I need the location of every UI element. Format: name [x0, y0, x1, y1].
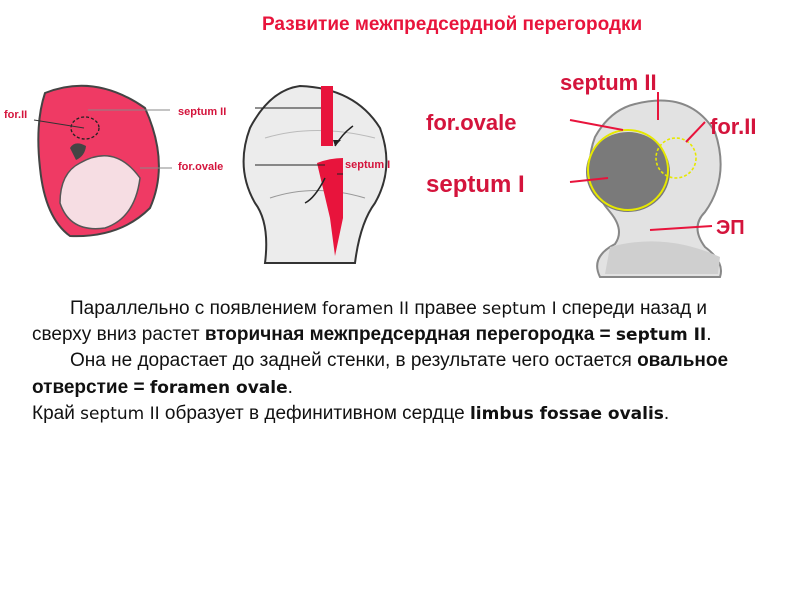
paragraph-1: Параллельно с появлением foramen II правее septum I спереди назад и сверху вниз растет вторичная межпредсердная перегородка = septum II.: [32, 298, 712, 346]
figure-middle-septum-drawing: [175, 78, 415, 268]
slide-title: Развитие межпредсердной перегородки: [262, 14, 643, 35]
paragraph-3: Край septum II образует в дефинитивном сердце limbus fossae ovalis.: [32, 402, 670, 424]
septum-ii-shape: [321, 86, 333, 146]
label-for-ii: for.II: [710, 114, 757, 139]
label-septum-i: septum I: [426, 171, 525, 198]
label-septum-ii: septum II: [178, 106, 227, 118]
label-ep: ЭП: [716, 217, 745, 239]
paragraph-2: Она не дорастает до задней стенки, в результате чего остается овальное отверстие = foramen ovale.: [32, 350, 729, 398]
heart-outline: [244, 86, 387, 263]
label-septum-i: septum I: [345, 159, 391, 171]
body-text: [32, 296, 742, 427]
label-septum-ii: septum II: [560, 70, 657, 95]
label-for-ii: for.II: [4, 109, 28, 121]
figure-right-photo: [420, 62, 800, 282]
figure-left-atrium-drawing: [0, 68, 175, 243]
label-for-ovale: for.ovale: [426, 110, 517, 135]
label-for-ovale: for.ovale: [178, 161, 224, 173]
